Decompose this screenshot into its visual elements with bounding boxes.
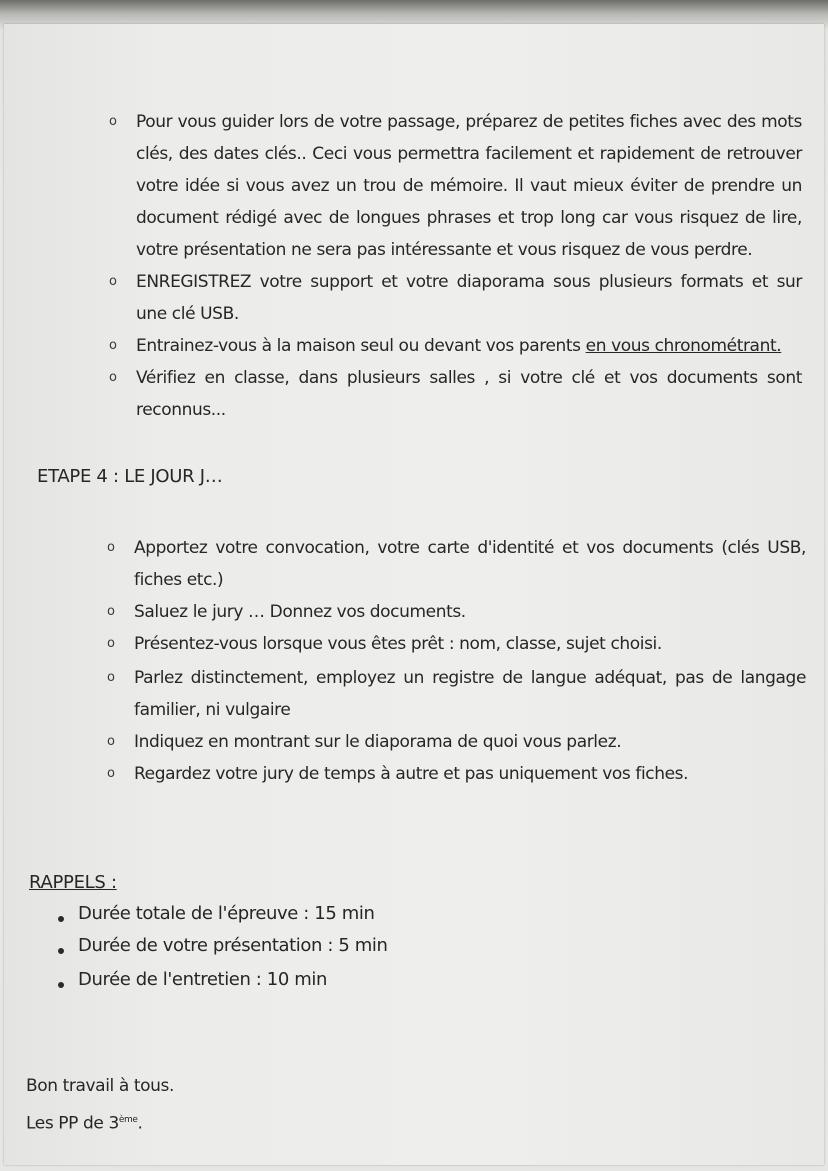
bullet-marker: o [109,114,117,129]
bullet-marker: o [107,540,115,555]
bullet-dot [58,982,64,988]
bullet-dot [58,916,64,922]
bullet-text-fiches: Pour vous guider lors de votre passage, préparez de petites fiches avec des mots clés, des dates clés.. Ceci vous permettra facilement et rapidement de retrouver votre idée si vous avez un trou de mémoire. Il vaut mieux éviter de prendre un document rédigé avec de longues phrases et trop long car vous risquez de lire, votre présentation ne sera pas intéressante et vous risquez de vous perdre. [136,112,802,260]
closing-line-bon-travail: Bon travail à tous. [26,1076,174,1096]
closing-line-signature [26,1104,143,1140]
rappels-heading: RAPPELS : [29,872,117,893]
etape4-bullet-regardez: Regardez votre jury de temps à autre et pas uniquement vos fiches. [134,764,689,784]
bullet-marker: o [107,766,115,781]
rappel-duree-totale: Durée totale de l'épreuve : 15 min [78,903,375,924]
entrainez-text: Entrainez-vous à la maison seul ou devant vos parents [136,336,581,356]
etape4-bullet-parlez: Parlez distinctement, employez un registre de langue adéquat, pas de langage familier, ni vulgaire [134,668,806,720]
etape4-bullet-presentez: Présentez-vous lorsque vous êtes prêt : nom, classe, sujet choisi. [134,634,662,654]
rappel-duree-presentation: Durée de votre présentation : 5 min [78,935,388,956]
etape4-bullet-saluez: Saluez le jury … Donnez vos documents. [134,602,466,622]
bullet-text-entrainez [136,330,781,362]
bullet-marker: o [107,734,115,749]
bullet-marker: o [107,636,115,651]
bullet-marker: o [107,604,115,619]
bullet-dot [58,948,64,954]
bullet-marker: o [109,370,117,385]
etape4-heading: ETAPE 4 : LE JOUR J… [37,466,223,487]
bullet-text-verifiez: Vérifiez en classe, dans plusieurs salles , si votre clé et vos documents sont reconnus... [136,368,802,420]
bullet-marker: o [109,338,117,353]
etape4-bullet-apportez: Apportez votre convocation, votre carte d'identité et vos documents (clés USB, fiches etc.) [134,538,806,590]
rappel-duree-entretien: Durée de l'entretien : 10 min [78,969,327,990]
bullet-marker: o [107,670,115,685]
bullet-marker: o [109,274,117,289]
signature-superscript: ème [118,1115,138,1125]
etape4-bullet-indiquez: Indiquez en montrant sur le diaporama de quoi vous parlez. [134,732,622,752]
signature-suffix: . [137,1113,143,1134]
signature-prefix: Les PP de 3 [26,1113,119,1134]
bullet-text-enregistrez: ENREGISTREZ votre support et votre diaporama sous plusieurs formats et sur une clé USB. [136,272,802,324]
chronometrant-underlined: en vous chronométrant. [585,336,782,356]
paper-sheet [4,24,824,1165]
